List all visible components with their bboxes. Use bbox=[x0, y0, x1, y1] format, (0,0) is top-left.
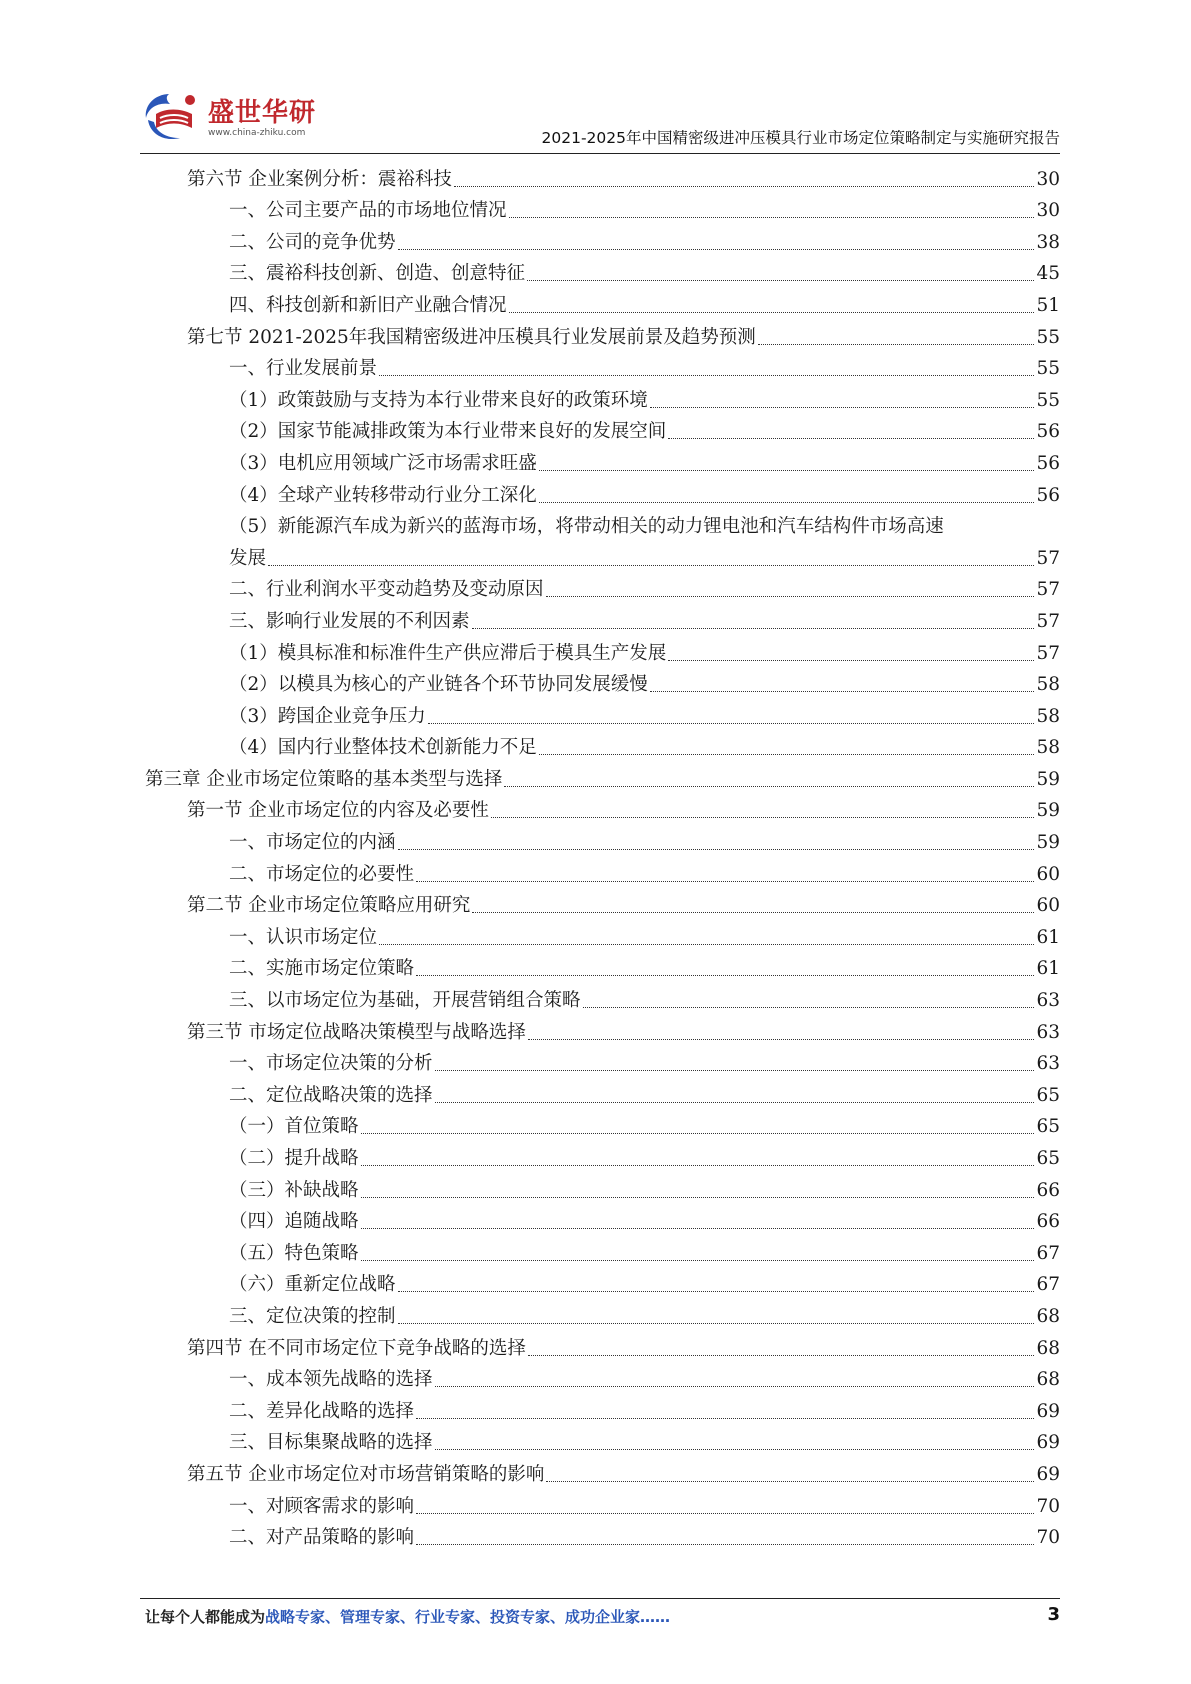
toc-entry-title: （2）国家节能减排政策为本行业带来良好的发展空间 bbox=[229, 421, 667, 443]
toc-entry-title: 一、公司主要产品的市场地位情况 bbox=[229, 200, 507, 222]
page-header bbox=[140, 70, 1060, 150]
toc-page-number: 60 bbox=[1036, 863, 1060, 885]
toc-page-number: 63 bbox=[1036, 1053, 1060, 1075]
toc-entry[interactable] bbox=[0, 950, 1191, 982]
toc-entry[interactable] bbox=[0, 666, 1191, 698]
toc-leader-dots bbox=[416, 880, 1034, 882]
toc-entry[interactable] bbox=[0, 918, 1191, 950]
toc-entry[interactable] bbox=[0, 160, 1191, 192]
toc-leader-dots bbox=[583, 1006, 1035, 1008]
toc-leader-dots bbox=[539, 469, 1035, 471]
toc-entry-title: （2）以模具为核心的产业链各个环节协同发展缓慢 bbox=[229, 674, 648, 696]
toc-entry-title: 第三章 企业市场定位策略的基本类型与选择 bbox=[145, 768, 503, 790]
toc-entry[interactable] bbox=[0, 286, 1191, 318]
toc-page-number: 65 bbox=[1036, 1116, 1060, 1138]
toc-page-number: 66 bbox=[1036, 1211, 1060, 1233]
toc-page-number: 65 bbox=[1036, 1084, 1060, 1106]
toc-entry-title: （3）跨国企业竞争压力 bbox=[229, 705, 426, 727]
toc-entry-title: 第二节 企业市场定位策略应用研究 bbox=[187, 895, 471, 917]
toc-entry[interactable] bbox=[0, 887, 1191, 919]
toc-page-number: 67 bbox=[1036, 1274, 1060, 1296]
toc-entry[interactable] bbox=[0, 760, 1191, 792]
toc-leader-dots bbox=[509, 216, 1035, 218]
toc-page-number: 61 bbox=[1036, 958, 1060, 980]
toc-page-number: 70 bbox=[1036, 1495, 1060, 1517]
toc-leader-dots bbox=[428, 722, 1035, 724]
toc-entry[interactable] bbox=[0, 255, 1191, 287]
toc-page-number: 56 bbox=[1036, 484, 1060, 506]
toc-entry-title: 三、以市场定位为基础，开展营销组合策略 bbox=[229, 990, 581, 1012]
report-title: 2021-2025年中国精密级进冲压模具行业市场定位策略制定与实施研究报告 bbox=[541, 129, 1060, 147]
toc-page-number: 58 bbox=[1036, 737, 1060, 759]
toc-leader-dots bbox=[527, 279, 1034, 281]
toc-page-number: 67 bbox=[1036, 1242, 1060, 1264]
toc-page-number: 66 bbox=[1036, 1179, 1060, 1201]
toc-page-number: 57 bbox=[1036, 547, 1060, 569]
toc-entry-title: （一）首位策略 bbox=[229, 1116, 359, 1138]
toc-leader-dots bbox=[472, 911, 1034, 913]
toc-entry[interactable] bbox=[0, 1519, 1191, 1551]
toc-page-number: 55 bbox=[1036, 326, 1060, 348]
toc-leader-dots bbox=[668, 437, 1034, 439]
toc-leader-dots bbox=[435, 1385, 1035, 1387]
toc-entry-title: （4）国内行业整体技术创新能力不足 bbox=[229, 737, 537, 759]
toc-entry-title: 二、差异化战略的选择 bbox=[229, 1400, 415, 1422]
toc-entry[interactable] bbox=[0, 476, 1191, 508]
toc-leader-dots bbox=[379, 374, 1034, 376]
toc-entry-title: 一、市场定位的内涵 bbox=[229, 832, 396, 854]
toc-entry[interactable] bbox=[0, 729, 1191, 761]
toc-leader-dots bbox=[398, 848, 1035, 850]
toc-leader-dots bbox=[539, 501, 1035, 503]
toc-page-number: 51 bbox=[1036, 294, 1060, 316]
toc-entry-title: 第一节 企业市场定位的内容及必要性 bbox=[187, 800, 489, 822]
toc-entry[interactable] bbox=[0, 697, 1191, 729]
toc-page-number: 68 bbox=[1036, 1337, 1060, 1359]
toc-entry-title: 二、对产品策略的影响 bbox=[229, 1527, 415, 1549]
toc-leader-dots bbox=[361, 1132, 1035, 1134]
toc-entry-title: 第三节 市场定位战略决策模型与战略选择 bbox=[187, 1021, 526, 1043]
toc-leader-dots bbox=[435, 1101, 1035, 1103]
toc-page-number: 69 bbox=[1036, 1463, 1060, 1485]
toc-leader-dots bbox=[528, 1038, 1035, 1040]
toc-entry-title: 二、定位战略决策的选择 bbox=[229, 1084, 433, 1106]
toc-page-number: 30 bbox=[1036, 200, 1060, 222]
footer-slogan bbox=[145, 1606, 670, 1627]
toc-leader-dots bbox=[416, 1543, 1034, 1545]
toc-entry-title: （4）全球产业转移带动行业分工深化 bbox=[229, 484, 537, 506]
toc-leader-dots bbox=[758, 343, 1035, 345]
slogan-prefix: 让每个人都能成为 bbox=[145, 1608, 266, 1626]
toc-page-number: 57 bbox=[1036, 642, 1060, 664]
toc-entry-title: 四、科技创新和新旧产业融合情况 bbox=[229, 294, 507, 316]
toc-leader-dots bbox=[454, 185, 1035, 187]
toc-entry-title: （二）提升战略 bbox=[229, 1148, 359, 1169]
toc-entry[interactable] bbox=[0, 792, 1191, 824]
toc-leader-dots bbox=[650, 406, 1035, 408]
toc-entry[interactable] bbox=[0, 1455, 1191, 1487]
toc-entry[interactable] bbox=[0, 1329, 1191, 1361]
toc-leader-dots bbox=[435, 1448, 1035, 1450]
toc-entry-title: （1）模具标准和标准件生产供应滞后于模具生产发展 bbox=[229, 642, 667, 664]
toc-leader-dots bbox=[546, 1480, 1034, 1482]
toc-page-number: 59 bbox=[1036, 768, 1060, 790]
toc-page-number: 65 bbox=[1036, 1148, 1060, 1169]
toc-page-number: 63 bbox=[1036, 1021, 1060, 1043]
toc-entry[interactable] bbox=[0, 1361, 1191, 1393]
toc-page-number: 68 bbox=[1036, 1305, 1060, 1327]
toc-entry-title: 第六节 企业案例分析：震裕科技 bbox=[187, 168, 452, 190]
toc-entry-title: （三）补缺战略 bbox=[229, 1179, 359, 1201]
toc-leader-dots bbox=[650, 690, 1035, 692]
toc-entry-title: 一、对顾客需求的影响 bbox=[229, 1495, 415, 1517]
toc-leader-dots bbox=[435, 1069, 1035, 1071]
toc-entry[interactable] bbox=[0, 508, 1191, 540]
toc-entry[interactable] bbox=[0, 381, 1191, 413]
toc-leader-dots bbox=[268, 564, 1034, 566]
toc-entry-title: 一、行业发展前景 bbox=[229, 358, 378, 380]
toc-entry[interactable] bbox=[0, 318, 1191, 350]
toc-entry-title: 一、认识市场定位 bbox=[229, 926, 378, 948]
toc-entry-title: 一、成本领先战略的选择 bbox=[229, 1369, 433, 1391]
toc-page-number: 57 bbox=[1036, 610, 1060, 632]
toc-page-number: 68 bbox=[1036, 1369, 1060, 1391]
toc-page-number: 55 bbox=[1036, 358, 1060, 380]
toc-leader-dots bbox=[416, 1417, 1034, 1419]
toc-entry-title: 第四节 在不同市场定位下竞争战略的选择 bbox=[187, 1337, 526, 1359]
toc-entry-title: 三、目标集聚战略的选择 bbox=[229, 1432, 433, 1454]
toc-leader-dots bbox=[398, 1290, 1035, 1292]
toc-leader-dots bbox=[361, 1164, 1035, 1166]
slogan-highlight: 战略专家、管理专家、行业专家、投资专家、成功企业家…… bbox=[265, 1608, 671, 1626]
toc-page-number: 69 bbox=[1036, 1432, 1060, 1454]
toc-entry-title: 三、震裕科技创新、创造、创意特征 bbox=[229, 263, 526, 285]
toc-entry[interactable] bbox=[0, 855, 1191, 887]
company-logo bbox=[140, 88, 340, 148]
toc-page-number: 63 bbox=[1036, 990, 1060, 1012]
toc-entry[interactable] bbox=[0, 981, 1191, 1013]
footer-divider bbox=[140, 1598, 1060, 1599]
toc-page-number: 59 bbox=[1036, 832, 1060, 854]
toc-entry-title: （五）特色策略 bbox=[229, 1242, 359, 1264]
toc-entry[interactable] bbox=[0, 1076, 1191, 1108]
toc-leader-dots bbox=[472, 627, 1035, 629]
toc-page-number: 69 bbox=[1036, 1400, 1060, 1422]
toc-entry[interactable] bbox=[0, 1108, 1191, 1140]
toc-entry-title: （四）追随战略 bbox=[229, 1211, 359, 1233]
toc-entry[interactable] bbox=[0, 571, 1191, 603]
toc-page-number: 45 bbox=[1036, 263, 1060, 285]
toc-entry[interactable] bbox=[0, 1392, 1191, 1424]
toc-entry-title: 二、公司的竞争优势 bbox=[229, 231, 396, 253]
toc-entry-title: 二、市场定位的必要性 bbox=[229, 863, 415, 885]
toc-entry[interactable] bbox=[0, 444, 1191, 476]
toc-page-number: 38 bbox=[1036, 231, 1060, 253]
toc-entry[interactable] bbox=[0, 539, 1191, 571]
toc-entry[interactable] bbox=[0, 1424, 1191, 1456]
toc-entry[interactable] bbox=[0, 1297, 1191, 1329]
toc-entry-title: 一、市场定位决策的分析 bbox=[229, 1053, 433, 1075]
toc-leader-dots bbox=[398, 1322, 1035, 1324]
toc-leader-dots bbox=[416, 974, 1034, 976]
toc-page-number: 30 bbox=[1036, 168, 1060, 190]
toc-leader-dots bbox=[416, 1512, 1034, 1514]
toc-page-number: 61 bbox=[1036, 926, 1060, 948]
toc-page-number: 58 bbox=[1036, 674, 1060, 696]
toc-entry-title: 发展 bbox=[229, 547, 267, 569]
page-number: 3 bbox=[1047, 1604, 1060, 1625]
toc-page-number: 58 bbox=[1036, 705, 1060, 727]
toc-leader-dots bbox=[361, 1227, 1035, 1229]
toc-entry[interactable] bbox=[0, 823, 1191, 855]
toc-entry-title: 二、行业利润水平变动趋势及变动原因 bbox=[229, 579, 544, 601]
toc-leader-dots bbox=[509, 311, 1035, 313]
toc-entry-title: （六）重新定位战略 bbox=[229, 1274, 396, 1296]
toc-leader-dots bbox=[668, 659, 1034, 661]
toc-leader-dots bbox=[379, 943, 1034, 945]
toc-entry-title: 二、实施市场定位策略 bbox=[229, 958, 415, 980]
toc-leader-dots bbox=[491, 816, 1035, 818]
toc-leader-dots bbox=[528, 1354, 1035, 1356]
logo-icon bbox=[140, 88, 206, 148]
toc-leader-dots bbox=[539, 753, 1035, 755]
toc-page-number: 55 bbox=[1036, 389, 1060, 411]
toc-leader-dots bbox=[398, 248, 1035, 250]
logo-url: www.china-zhiku.com bbox=[208, 128, 306, 138]
toc-page-number: 60 bbox=[1036, 895, 1060, 917]
toc-leader-dots bbox=[546, 595, 1035, 597]
toc-entry[interactable] bbox=[0, 1234, 1191, 1266]
toc-page-number: 56 bbox=[1036, 421, 1060, 443]
toc-entry[interactable] bbox=[0, 602, 1191, 634]
toc-entry[interactable] bbox=[0, 1266, 1191, 1298]
toc-entry[interactable] bbox=[0, 350, 1191, 382]
toc-leader-dots bbox=[361, 1196, 1035, 1198]
toc-page-number: 70 bbox=[1036, 1527, 1060, 1549]
toc-leader-dots bbox=[361, 1259, 1035, 1261]
toc-entry[interactable] bbox=[0, 223, 1191, 255]
toc-page-number: 56 bbox=[1036, 452, 1060, 474]
logo-name: 盛世华研 bbox=[208, 98, 317, 128]
header-divider bbox=[140, 153, 1060, 154]
toc-entry-title: （1）政策鼓励与支持为本行业带来良好的政策环境 bbox=[229, 389, 648, 411]
toc-entry-title: （3）电机应用领域广泛市场需求旺盛 bbox=[229, 452, 537, 474]
toc-page-number: 59 bbox=[1036, 800, 1060, 822]
toc-entry-title: （5）新能源汽车成为新兴的蓝海市场，将带动相关的动力锂电池和汽车结构件市场高速 bbox=[229, 516, 944, 538]
toc-entry-title: 第五节 企业市场定位对市场营销策略的影响 bbox=[187, 1463, 545, 1485]
toc-entry-title: 第七节 2021-2025年我国精密级进冲压模具行业发展前景及趋势预测 bbox=[187, 326, 756, 348]
toc-entry[interactable] bbox=[0, 1013, 1191, 1045]
toc-entry-title: 三、定位决策的控制 bbox=[229, 1305, 396, 1327]
toc-entry[interactable] bbox=[0, 1139, 1191, 1171]
toc-leader-dots bbox=[504, 785, 1034, 787]
toc-entry[interactable] bbox=[0, 1203, 1191, 1235]
table-of-contents bbox=[0, 160, 1191, 1550]
toc-entry[interactable] bbox=[0, 413, 1191, 445]
toc-entry[interactable] bbox=[0, 1487, 1191, 1519]
toc-entry[interactable] bbox=[0, 192, 1191, 224]
toc-entry[interactable] bbox=[0, 1171, 1191, 1203]
toc-entry[interactable] bbox=[0, 1045, 1191, 1077]
toc-entry-title: 三、影响行业发展的不利因素 bbox=[229, 610, 470, 632]
toc-page-number: 57 bbox=[1036, 579, 1060, 601]
toc-entry[interactable] bbox=[0, 634, 1191, 666]
